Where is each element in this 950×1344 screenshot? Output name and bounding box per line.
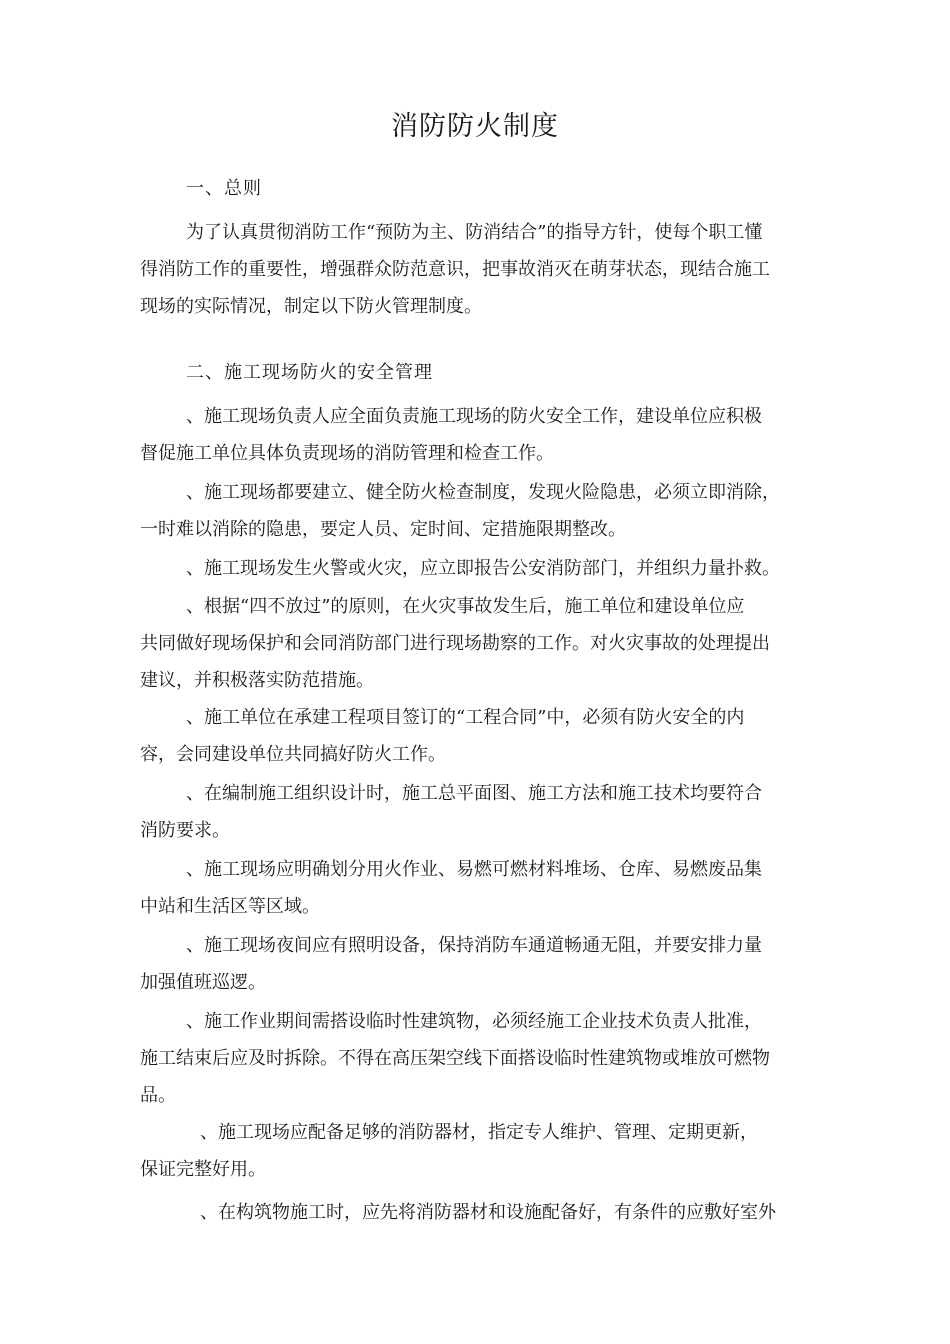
paragraph-item-2: [140, 474, 830, 548]
paragraph-line: 督促施工单位具体负责现场的消防管理和检查工作。: [140, 443, 554, 464]
paragraph-line: 建议，并积极落实防范措施。: [140, 670, 374, 691]
document-title: 消防防火制度: [391, 111, 559, 142]
section-heading-general: 一、总则: [186, 178, 262, 199]
paragraph-line: 施工结束后应及时拆除。不得在高压架空线下面搭设临时性建筑物或堆放可燃物: [140, 1048, 770, 1069]
paragraph-item-6: [140, 775, 830, 849]
paragraph-line: 、根据“四不放过”的原则，在火灾事故发生后，施工单位和建设单位应: [186, 596, 745, 617]
paragraph-line: 、施工现场应配备足够的消防器材，指定专人维护、管理、定期更新，: [200, 1122, 758, 1143]
paragraph-line: 、施工作业期间需搭设临时性建筑物，必须经施工企业技术负责人批准，: [186, 1011, 762, 1032]
paragraph-line: 得消防工作的重要性，增强群众防范意识，把事故消灭在萌芽状态，现结合施工: [140, 259, 770, 280]
paragraph-item-3: [140, 550, 830, 587]
paragraph-line: 保证完整好用。: [140, 1159, 266, 1180]
paragraph-item-1: [140, 398, 830, 472]
paragraph-line: 消防要求。: [140, 820, 230, 841]
paragraph-line: 为了认真贯彻消防工作“预防为主、防消结合”的指导方针，使每个职工懂: [186, 222, 763, 243]
paragraph-line: 容，会同建设单位共同搞好防火工作。: [140, 744, 446, 765]
section-heading-site-fire-safety: 二、施工现场防火的安全管理: [186, 362, 433, 383]
paragraph-line: 、施工现场负责人应全面负责施工现场的防火安全工作，建设单位应积极: [186, 406, 762, 427]
paragraph-item-9: [140, 1003, 830, 1114]
paragraph-line: 、施工单位在承建工程项目签订的“工程合同”中，必须有防火安全的内: [186, 707, 745, 728]
paragraph-line: 一时难以消除的隐患，要定人员、定时间、定措施限期整改。: [140, 519, 626, 540]
paragraph-line: 加强值班巡逻。: [140, 972, 266, 993]
paragraph-line: 品。: [140, 1085, 176, 1106]
paragraph-line: 、在构筑物施工时，应先将消防器材和设施配备好，有条件的应敷好室外: [200, 1202, 776, 1223]
paragraph-line: 现场的实际情况，制定以下防火管理制度。: [140, 296, 482, 317]
paragraph-item-4: [140, 588, 830, 699]
paragraph-general-purpose: [140, 214, 830, 325]
paragraph-item-7: [140, 851, 830, 925]
paragraph-item-8: [140, 927, 830, 1001]
paragraph-line: 共同做好现场保护和会同消防部门进行现场勘察的工作。对火灾事故的处理提出: [140, 633, 770, 654]
paragraph-item-11: [140, 1194, 830, 1231]
paragraph-line: 、在编制施工组织设计时，施工总平面图、施工方法和施工技术均要符合: [186, 783, 762, 804]
paragraph-line: 、施工现场都要建立、健全防火检查制度，发现火险隐患，必须立即消除，: [186, 482, 780, 503]
paragraph-line: 、施工现场发生火警或火灾，应立即报告公安消防部门，并组织力量扑救。: [186, 558, 780, 579]
paragraph-item-5: [140, 699, 830, 773]
paragraph-line: 中站和生活区等区域。: [140, 896, 320, 917]
paragraph-item-10: [140, 1114, 830, 1188]
paragraph-line: 、施工现场夜间应有照明设备，保持消防车通道畅通无阻，并要安排力量: [186, 935, 762, 956]
paragraph-line: 、施工现场应明确划分用火作业、易燃可燃材料堆场、仓库、易燃废品集: [186, 859, 762, 880]
